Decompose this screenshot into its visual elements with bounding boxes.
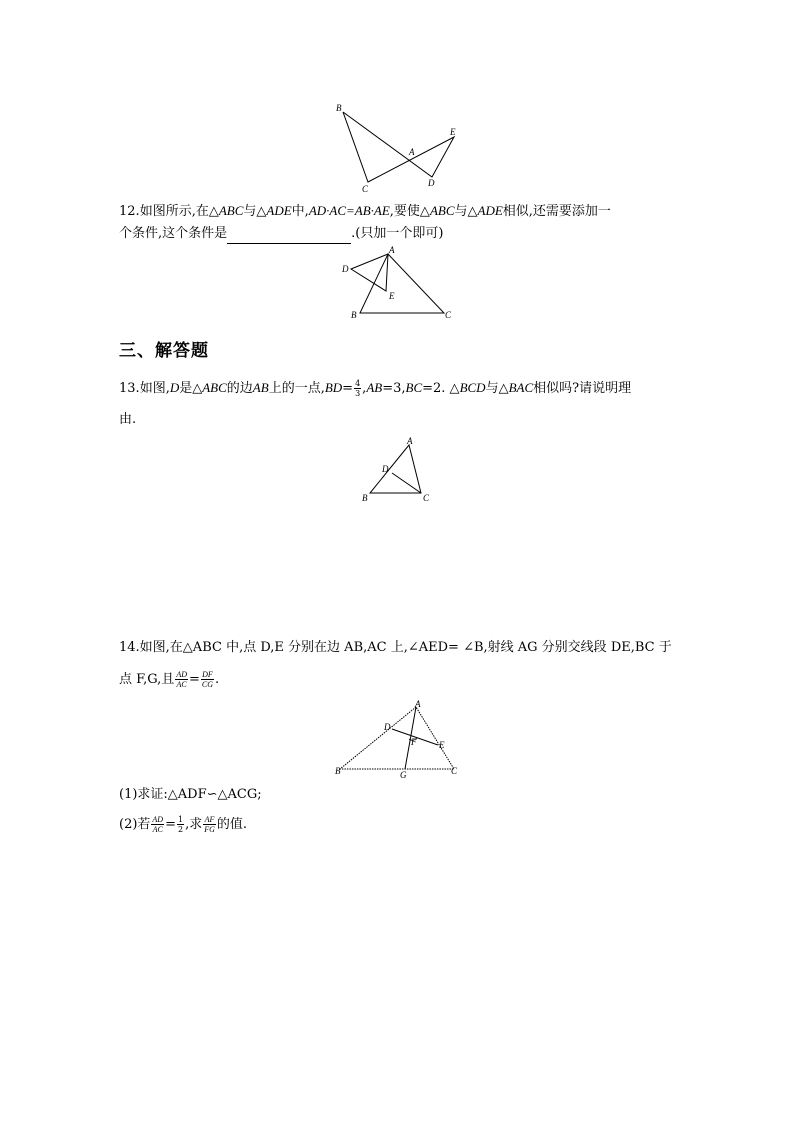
- figure-11: [330, 100, 470, 195]
- fraction-denominator: 2: [178, 825, 184, 834]
- fig13-label-A: A: [407, 436, 413, 446]
- q12-number: 12.: [119, 204, 140, 219]
- q13-var: AB: [252, 380, 269, 395]
- fig12-label-D: D: [342, 264, 349, 274]
- q13-text: 上的一点,: [268, 381, 325, 396]
- q13-var: AB: [366, 380, 383, 395]
- fraction-numerator: AD: [176, 670, 187, 679]
- q12-condition: AD·AC=AB·AE: [308, 203, 390, 218]
- q12-ade: ADE: [266, 203, 292, 218]
- q13-text: 与△: [485, 381, 509, 396]
- q13-line2: [119, 410, 136, 430]
- fraction-denominator: CG: [201, 680, 214, 689]
- q12-text: 中,: [291, 204, 309, 219]
- q13-var: BD: [324, 380, 343, 395]
- fraction-denominator: AC: [176, 680, 187, 689]
- q14-fraction-half: [177, 815, 184, 834]
- fig13-label-C: C: [423, 493, 430, 503]
- fraction-numerator: AD: [152, 815, 164, 824]
- q13-text: 相似吗?请说明理: [533, 381, 632, 396]
- q14-fraction-ad-ac: [151, 815, 164, 834]
- fig12-label-A: A: [389, 245, 395, 255]
- q14-part1: [119, 785, 262, 805]
- section-heading: 三、解答题: [119, 341, 209, 361]
- q13-var: ABC: [202, 380, 227, 395]
- fig14-label-D: D: [384, 722, 391, 732]
- fraction-denominator: 3: [355, 389, 361, 398]
- q13-text: 是△: [179, 381, 203, 396]
- fig12-triangle-abc: [360, 254, 444, 313]
- fig12-triangle-ade: [351, 254, 388, 291]
- q14-text: .: [215, 672, 220, 687]
- q14-text: ,求: [185, 817, 203, 832]
- fig14-triangle-abc: [340, 707, 454, 769]
- q13-number: 13.: [119, 381, 140, 396]
- q13-text: =: [342, 381, 354, 396]
- figure-14: [330, 697, 465, 782]
- fraction-numerator: 1: [178, 815, 184, 824]
- fig14-label-C: C: [451, 766, 458, 776]
- q13-var: BAC: [508, 380, 534, 395]
- figure-12: [338, 244, 458, 324]
- q13-var: BC: [405, 380, 423, 395]
- q12-line2: [119, 224, 443, 244]
- fig14-label-A: A: [415, 699, 421, 709]
- q13-var: BCD: [459, 380, 486, 395]
- fig11-label-E: E: [450, 127, 456, 137]
- q12-abc: ABC: [218, 203, 244, 218]
- q12-text: 个条件,这个条件是: [119, 226, 228, 241]
- fraction-numerator: DF: [202, 670, 213, 679]
- fig11-label-B: B: [336, 103, 342, 113]
- q14-line1: [119, 638, 672, 658]
- fraction-denominator: FG: [204, 825, 215, 834]
- q13-text: ,: [362, 381, 367, 396]
- q12-ade: ADE: [477, 203, 503, 218]
- fraction-denominator: AC: [152, 825, 163, 834]
- q14-text: 的值.: [216, 817, 248, 832]
- q13-var: D: [169, 380, 180, 395]
- q14-text: =: [165, 817, 176, 832]
- q14-text: (2)若: [119, 817, 151, 832]
- q13-text: 如图,: [139, 381, 170, 396]
- fig11-lines: [343, 112, 454, 182]
- fig13-label-D: D: [382, 464, 389, 474]
- q14-line2: [119, 670, 219, 690]
- fig12-label-C: C: [445, 310, 452, 320]
- q13-line1: [119, 378, 631, 399]
- fig12-label-E: E: [389, 291, 395, 301]
- q14-fraction-af-fg: [203, 815, 216, 834]
- q12-abc: ABC: [429, 203, 455, 218]
- q12-text: 相似,还需要添加一: [502, 204, 611, 219]
- q13-text: =3,: [382, 381, 406, 396]
- q13-fraction: [354, 379, 361, 398]
- fig14-label-F: F: [411, 737, 417, 747]
- fig13-triangle: [370, 445, 421, 493]
- q14-text: 点 F,G,且: [119, 672, 175, 687]
- fig11-label-C: C: [362, 184, 369, 194]
- q12-text: 与△: [454, 204, 478, 219]
- fig14-label-E: E: [439, 740, 445, 750]
- q13-text: 的边: [226, 381, 253, 396]
- q13-text: =2. △: [422, 381, 460, 396]
- fraction-numerator: 4: [355, 379, 361, 388]
- fraction-numerator: AF: [204, 815, 215, 824]
- q12-line1: [119, 201, 611, 222]
- q12-text: ,要使△: [389, 204, 430, 219]
- q12-text: 如图所示,在△: [139, 204, 219, 219]
- q14-fraction-ad-ac: [175, 670, 188, 689]
- q14-text: (1)求证:△ADF∽△ACG;: [119, 787, 262, 802]
- figure-13: [358, 436, 438, 506]
- fig11-label-A: A: [409, 147, 415, 157]
- q12-text: .(只加一个即可): [351, 226, 444, 241]
- q12-text: 与△: [243, 204, 267, 219]
- answer-blank[interactable]: [227, 229, 351, 244]
- q14-fraction-df-cg: [201, 670, 214, 689]
- fig14-label-G: G: [400, 770, 407, 780]
- q14-text: 14.如图,在△ABC 中,点 D,E 分别在边 AB,AC 上,∠AED= ∠B,射线 AG 分别交线段 DE,BC 于: [119, 640, 672, 655]
- fig11-label-D: D: [428, 178, 435, 188]
- q14-text: =: [189, 672, 200, 687]
- fig12-label-B: B: [351, 310, 357, 320]
- q13-text: 由.: [119, 412, 137, 427]
- fig14-label-B: B: [335, 766, 341, 776]
- q14-part2: [119, 815, 247, 835]
- fig13-label-B: B: [362, 493, 368, 503]
